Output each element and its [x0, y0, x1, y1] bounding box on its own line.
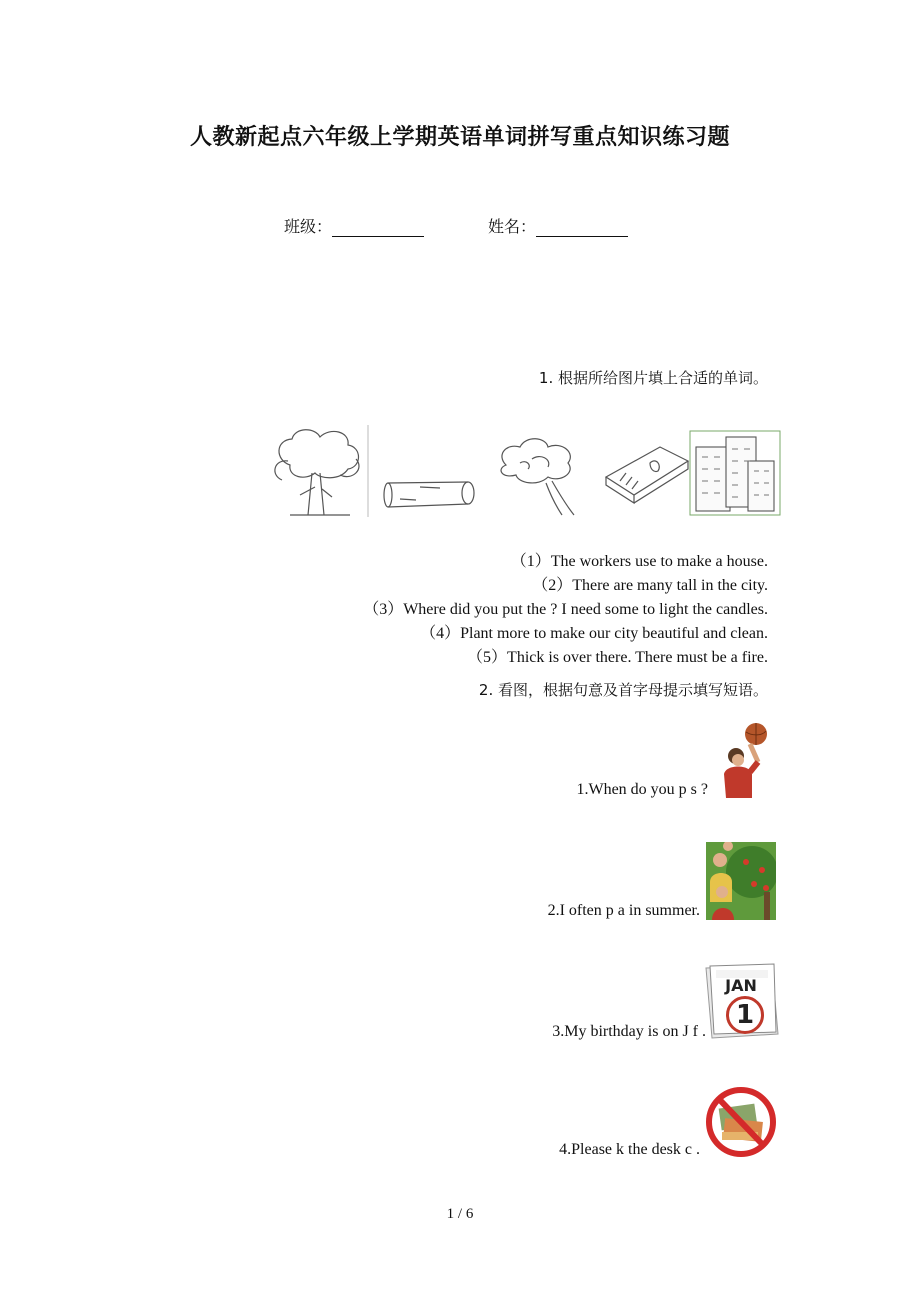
class-field [284, 214, 424, 237]
class-label: 班级： [284, 217, 333, 236]
phrase-item-3: 3.My birthday is on J f . [552, 1023, 706, 1040]
picture-strip [270, 425, 782, 517]
phrase-item-1: 1.When do you p s ? [576, 781, 708, 798]
no-books-sign-image [702, 1086, 780, 1158]
name-label: 姓名： [488, 217, 537, 236]
section2-heading: 2. 看图，根据句意及首字母提示填写短语。 [478, 681, 768, 699]
buildings-image [696, 437, 774, 511]
name-blank[interactable] [536, 220, 628, 237]
calendar-month: JAN [725, 976, 757, 995]
phrase-item-2: 2.I often p a in summer. [547, 902, 700, 919]
basketball-boy-image [720, 722, 774, 798]
smoke-image [501, 439, 574, 515]
tree-image [275, 430, 359, 515]
calendar-day: 1 [726, 996, 764, 1034]
class-blank[interactable] [332, 220, 424, 237]
sentence-5: （5）Thick is over there. There must be a fire. [467, 649, 768, 666]
section1-heading: 1. 根据所给图片填上合适的单词。 [538, 369, 768, 387]
page-number: 1 / 6 [446, 1206, 474, 1222]
matchbox-image [606, 447, 688, 503]
page-title: 人教新起点六年级上学期英语单词拼写重点知识练习题 [189, 125, 730, 150]
sentence-1: （1）The workers use to make a house. [510, 553, 768, 570]
sentence-2: （2）There are many tall in the city. [532, 577, 768, 594]
sentence-4: （4）Plant more to make our city beautiful and clean. [420, 625, 768, 642]
calendar-jan-1-image [702, 962, 780, 1040]
picking-apples-image [706, 842, 776, 920]
log-image [384, 482, 474, 507]
name-field [488, 214, 628, 237]
sentence-3: （3）Where did you put the ? I need some to light the candles. [363, 601, 768, 618]
phrase-item-4: 4.Please k the desk c . [559, 1141, 700, 1158]
